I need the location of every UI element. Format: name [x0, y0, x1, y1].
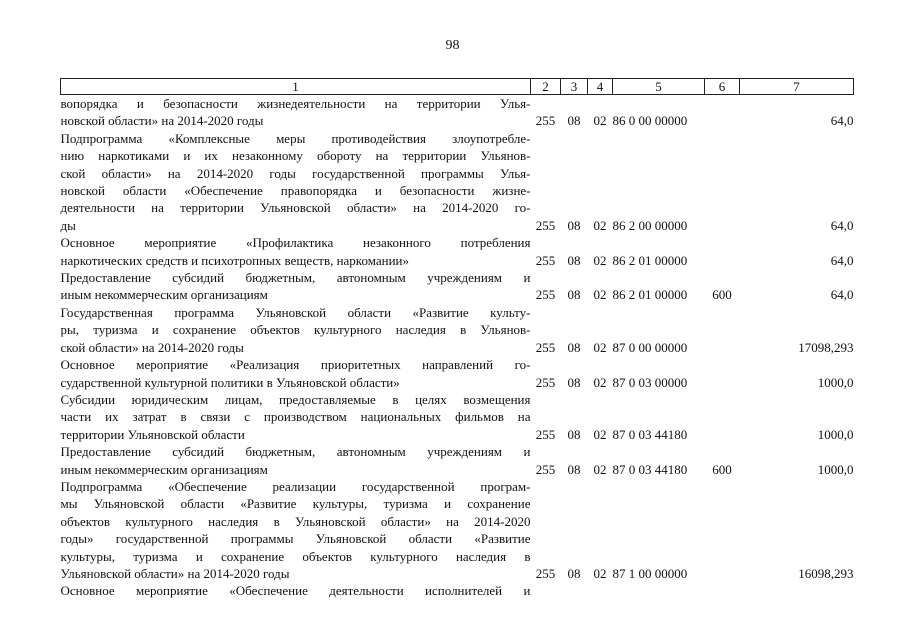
- row-amount: 64,0: [830, 252, 854, 268]
- row-amount: 64,0: [830, 287, 854, 303]
- row-expense-type: [705, 391, 740, 443]
- header-row: [61, 79, 854, 95]
- row-name: [61, 304, 531, 356]
- row-target-article: 86 2 01 00000: [612, 287, 688, 303]
- table-row: [61, 391, 854, 443]
- row-subsection: 02: [593, 374, 607, 390]
- col-header-section: 3: [561, 79, 588, 95]
- row-admin-code: 255: [535, 565, 556, 581]
- row-name-line: территории Ульяновской области: [60, 426, 245, 442]
- row-subsection: 02: [593, 426, 607, 442]
- row-amount: 64,0: [830, 113, 854, 129]
- row-target-article: 87 0 03 44180: [612, 461, 688, 477]
- table-row: [61, 582, 854, 599]
- row-name: [61, 130, 531, 234]
- row-name: [61, 391, 531, 443]
- row-name: [61, 269, 531, 304]
- row-section: 08: [567, 461, 581, 477]
- row-amount: 1000,0: [817, 461, 854, 477]
- row-section: 08: [567, 565, 581, 581]
- col-header-subsection: 4: [588, 79, 613, 95]
- col-header-amount: 7: [740, 79, 854, 95]
- row-subsection: 02: [593, 217, 607, 233]
- row-expense-type: [705, 95, 740, 130]
- table-row: [61, 269, 854, 304]
- row-name-line: Основное мероприятие «Обеспечение деятельности исполнителей и: [60, 583, 531, 599]
- row-section: 08: [567, 113, 581, 129]
- row-name-line: культуры, туризма и сохранение объектов культурного наследия в: [60, 548, 531, 564]
- row-expense-type: [705, 130, 740, 234]
- row-target-article: 87 0 00 00000: [612, 339, 688, 355]
- row-subsection: [588, 582, 613, 599]
- row-name-line: Субсидии юридическим лицам, предоставляемые в целях возмещения: [60, 391, 531, 407]
- row-amount: 16098,293: [798, 565, 854, 581]
- row-name-line: Предоставление субсидий бюджетным, автономным учреждениям и: [60, 444, 531, 460]
- row-admin-code: 255: [535, 217, 556, 233]
- table-row: [61, 304, 854, 356]
- row-target-article: 86 2 01 00000: [612, 252, 688, 268]
- row-target-article: 87 1 00 00000: [612, 565, 688, 581]
- row-name-line: Подпрограмма «Обеспечение реализации государственной програм-: [60, 478, 531, 494]
- row-name: [61, 443, 531, 478]
- row-admin-code: 255: [535, 287, 556, 303]
- row-amount: 64,0: [830, 217, 854, 233]
- table-row: [61, 356, 854, 391]
- row-name-line: иным некоммерческим организациям: [60, 461, 268, 477]
- row-expense-type: [705, 234, 740, 269]
- row-admin-code: 255: [535, 339, 556, 355]
- row-expense-type: [705, 478, 740, 582]
- row-target-article: 86 0 00 00000: [612, 113, 688, 129]
- row-name: [61, 582, 531, 599]
- row-name: [61, 234, 531, 269]
- row-expense-type: [705, 304, 740, 356]
- row-admin-code: 255: [535, 252, 556, 268]
- col-header-name: 1: [61, 79, 531, 95]
- row-name-line: Подпрограмма «Комплексные меры противодействия злоупотребле-: [60, 130, 531, 146]
- row-admin-code: 255: [535, 113, 556, 129]
- row-name-line: деятельности на территории Ульяновской области» на 2014-2020 го-: [60, 200, 531, 216]
- row-target-article: 87 0 03 44180: [612, 426, 688, 442]
- row-name-line: ды: [60, 217, 76, 233]
- row-name-line: ской области» на 2014-2020 годы: [60, 339, 244, 355]
- row-section: [561, 582, 588, 599]
- row-name-line: мы Ульяновской области «Развитие культуры, туризма и сохранение: [60, 496, 531, 512]
- row-subsection: 02: [593, 252, 607, 268]
- row-amount: 1000,0: [817, 374, 854, 390]
- row-name-line: Основное мероприятие «Профилактика незаконного потребления: [60, 235, 531, 251]
- row-name-line: наркотических средств и психотропных веществ, наркомании»: [60, 252, 409, 268]
- row-target-article: [613, 582, 705, 599]
- row-name-line: Государственная программа Ульяновской области «Развитие культу-: [60, 304, 531, 320]
- budget-table: [60, 78, 854, 600]
- row-section: 08: [567, 252, 581, 268]
- row-name-line: новской области» на 2014-2020 годы: [60, 113, 264, 129]
- row-subsection: 02: [593, 461, 607, 477]
- row-name-line: ры, туризма и сохранение объектов культурного наследия в Ульянов-: [60, 322, 531, 338]
- row-admin-code: 255: [535, 461, 556, 477]
- row-section: 08: [567, 217, 581, 233]
- table-row: [61, 443, 854, 478]
- row-name-line: сударственной культурной политики в Ульяновской области»: [60, 374, 400, 390]
- row-section: 08: [567, 339, 581, 355]
- row-name-line: Предоставление субсидий бюджетным, автономным учреждениям и: [60, 270, 531, 286]
- row-section: 08: [567, 287, 581, 303]
- col-header-admin: 2: [531, 79, 561, 95]
- row-name-line: объектов культурного наследия в Ульяновской области» на 2014-2020: [60, 513, 531, 529]
- row-name-line: новской области «Обеспечение правопорядка и безопасности жизне-: [60, 183, 531, 199]
- row-subsection: 02: [593, 565, 607, 581]
- row-expense-type: [705, 356, 740, 391]
- row-amount: 1000,0: [817, 426, 854, 442]
- row-amount: 17098,293: [798, 339, 854, 355]
- row-name-line: ской области» на 2014-2020 годы государственной программы Улья-: [60, 165, 531, 181]
- row-admin-code: [531, 582, 561, 599]
- row-expense-type: 600: [712, 461, 732, 477]
- row-name: [61, 95, 531, 130]
- row-name-line: Основное мероприятие «Реализация приоритетных направлений го-: [60, 357, 531, 373]
- row-name: [61, 356, 531, 391]
- table-body: [61, 95, 854, 600]
- row-subsection: 02: [593, 113, 607, 129]
- table-row: [61, 234, 854, 269]
- row-section: 08: [567, 374, 581, 390]
- table-row: [61, 95, 854, 130]
- table-row: [61, 478, 854, 582]
- row-target-article: 87 0 03 00000: [612, 374, 688, 390]
- row-expense-type: [705, 582, 740, 599]
- col-header-csr: 5: [613, 79, 705, 95]
- row-name: [61, 478, 531, 582]
- table-header: [61, 79, 854, 95]
- row-name-line: иным некоммерческим организациям: [60, 287, 268, 303]
- row-expense-type: 600: [712, 287, 732, 303]
- row-name-line: вопорядка и безопасности жизнедеятельности на территории Улья-: [60, 96, 531, 111]
- row-subsection: 02: [593, 339, 607, 355]
- row-admin-code: 255: [535, 374, 556, 390]
- row-admin-code: 255: [535, 426, 556, 442]
- col-header-vr: 6: [705, 79, 740, 95]
- row-name-line: годы» государственной программы Ульяновской области «Развитие: [60, 531, 531, 547]
- page-number: 98: [445, 38, 460, 53]
- row-amount: [740, 582, 854, 599]
- row-subsection: 02: [593, 287, 607, 303]
- row-name-line: Ульяновской области» на 2014-2020 годы: [60, 565, 290, 581]
- row-name-line: части их затрат в связи с производством национальных фильмов на: [60, 409, 531, 425]
- row-name-line: нию наркотиками и их незаконному обороту на территории Ульянов-: [60, 148, 531, 164]
- row-section: 08: [567, 426, 581, 442]
- row-target-article: 86 2 00 00000: [612, 217, 688, 233]
- table-row: [61, 130, 854, 234]
